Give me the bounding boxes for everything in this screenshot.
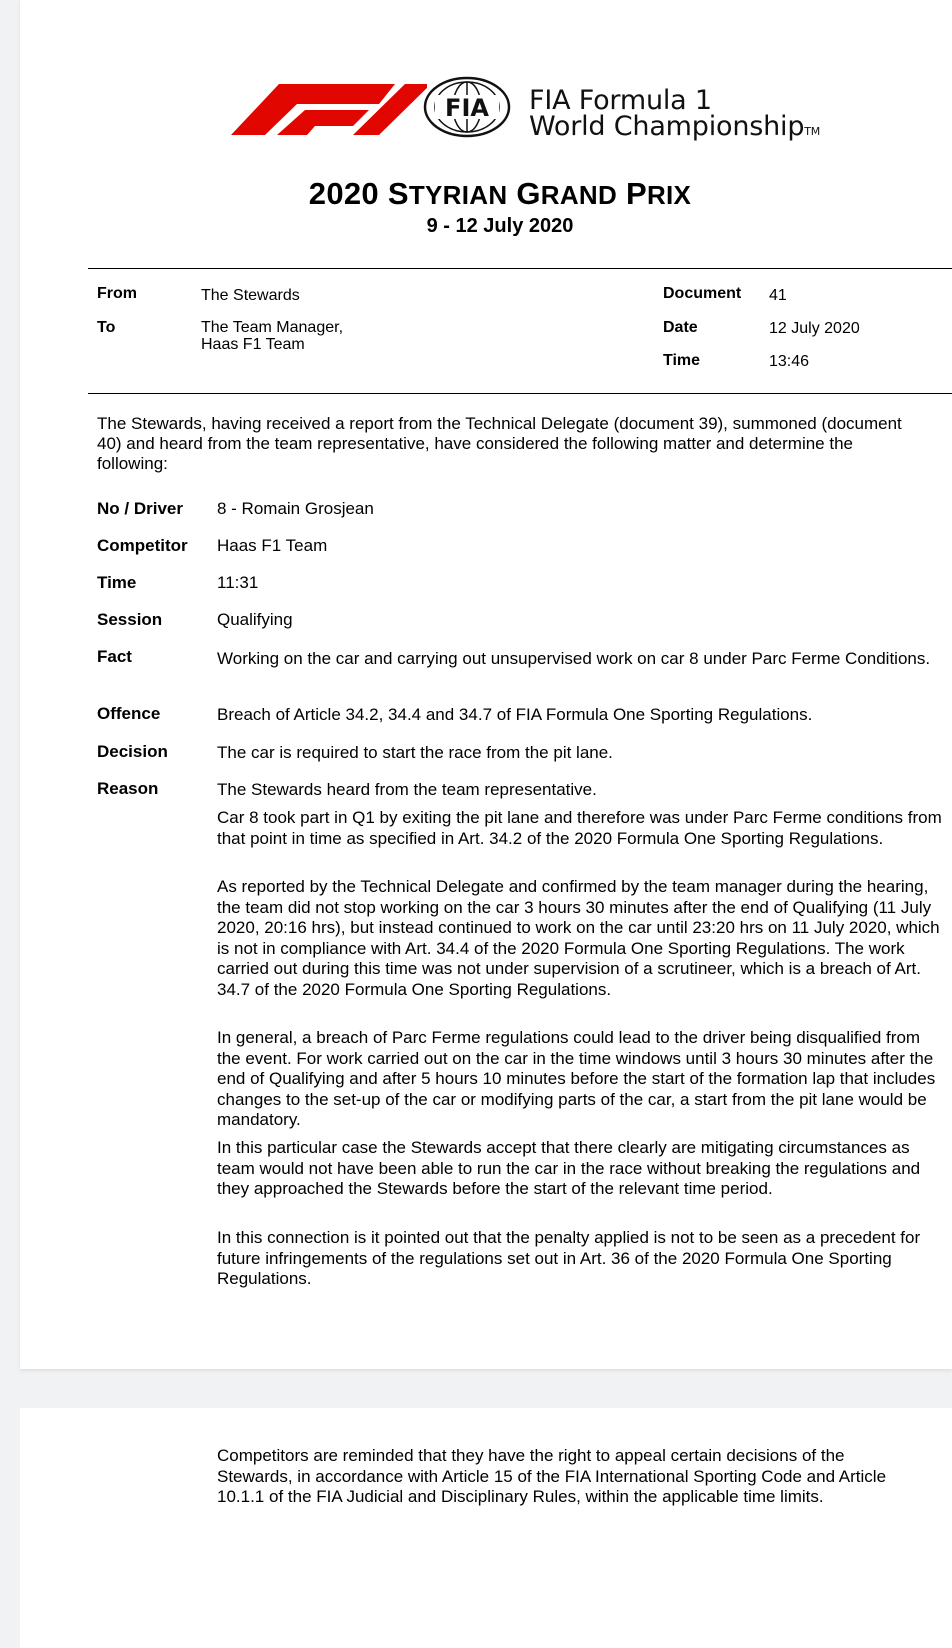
trademark-mark: TM <box>804 125 821 138</box>
from-label: From <box>97 285 137 302</box>
fia-badge-text: FIA <box>445 94 489 122</box>
to-value <box>201 319 343 353</box>
date-value: 12 July 2020 <box>769 320 860 337</box>
event-title <box>0 176 952 212</box>
time-label: Time <box>663 352 701 369</box>
competitor-label: Competitor <box>97 536 188 555</box>
brand-line-2 <box>529 111 821 145</box>
to-value-line-2: Haas F1 Team <box>201 336 305 353</box>
fia-globe-icon <box>423 76 513 138</box>
reason-paragraph: In this particular case the Stewards accept that there clearly are mitigating circumstances as team would not have been able to run the car in the race without breaking the regulations and they approached the Stewards before the start of the relevant time period. <box>217 1138 921 1198</box>
to-label: To <box>97 319 116 336</box>
f1-fia-logo <box>227 80 847 142</box>
offence-label: Offence <box>97 704 161 723</box>
brand-line-1: FIA Formula 1 <box>529 85 712 116</box>
f1-logo-icon <box>227 80 427 142</box>
document-page-1 <box>20 0 952 1369</box>
reason-paragraph: Car 8 took part in Q1 by exiting the pit lane and therefore was under Parc Ferme conditions from that point in time as specified in Art. 34.2 of the 2020 Formula One Sporting Regulations. <box>217 808 942 848</box>
offence-value: Breach of Article 34.2, 34.4 and 34.7 of FIA Formula One Sporting Regulations. <box>217 705 813 724</box>
to-value-line-1: The Team Manager, <box>201 319 344 336</box>
header-divider-bottom <box>88 393 952 394</box>
reason-label: Reason <box>97 779 159 798</box>
fact-value: Working on the car and carrying out unsupervised work on car 8 under Parc Ferme Conditions. <box>217 649 931 668</box>
date-label: Date <box>663 319 698 336</box>
reason-paragraph: In this connection is it pointed out that the penalty applied is not to be seen as a precedent for future infringements of the regulations set out in Art. 36 of the 2020 Formula One Sporting Regulations. <box>217 1228 921 1288</box>
session-value: Qualifying <box>217 610 293 629</box>
brand-line-2-text: World Championship <box>529 111 805 142</box>
title-part-5: P <box>617 176 647 211</box>
driver-value: 8 - Romain Grosjean <box>217 499 374 518</box>
fact-label: Fact <box>97 647 132 666</box>
decision-value: The car is required to start the race from the pit lane. <box>217 743 613 762</box>
title-part-4: RAND <box>540 180 618 210</box>
title-part-3: G <box>507 176 541 211</box>
intro-paragraph: The Stewards, having received a report from the Technical Delegate (document 39), summoned (document 40) and heard from the team representative, have considered the following matter and determine the following: <box>97 414 902 473</box>
driver-label: No / Driver <box>97 499 183 518</box>
reason-paragraph: As reported by the Technical Delegate and confirmed by the team manager during the hearing, the team did not stop working on the car 3 hours 30 minutes after the end of Qualifying (11 July 2020, 20:16 hrs), but instead continued to work on the car until 23:20 hrs on 11 July 2020, which is not in compliance with Art. 34.4 of the 2020 Formula One Sporting Regulations. The work carried out during this time was not under supervision of a scrutineer, which is a breach of Art. 34.7 of the 2020 Formula One Sporting Regulations. <box>217 877 940 999</box>
competitor-value: Haas F1 Team <box>217 536 328 555</box>
document-page-2 <box>20 1408 952 1648</box>
document-label: Document <box>663 285 742 302</box>
time-value: 13:46 <box>769 353 810 370</box>
header-divider-top <box>88 268 952 269</box>
reason-paragraph: In general, a breach of Parc Ferme regulations could lead to the driver being disqualified from the event. For work carried out on the car in the time windows until 3 hours 30 minutes after the end of Qualifying and after 5 hours 10 minutes before the start of the formation lap that includes changes to the set-up of the car or modifying parts of the car, a start from the pit lane would be mandatory. <box>217 1028 936 1129</box>
incident-time-value: 11:31 <box>217 573 259 592</box>
title-part-1: 2020 S <box>308 176 409 211</box>
session-label: Session <box>97 610 163 629</box>
reason-paragraph: The Stewards heard from the team representative. <box>217 780 597 799</box>
from-value: The Stewards <box>201 287 300 304</box>
brand-text <box>529 85 821 145</box>
incident-time-label: Time <box>97 573 137 592</box>
decision-label: Decision <box>97 742 168 761</box>
document-value: 41 <box>769 287 787 304</box>
title-part-2: TYRIAN <box>408 180 508 210</box>
event-dates: 9 - 12 July 2020 <box>426 215 574 237</box>
appeal-notice: Competitors are reminded that they have the right to appeal certain decisions of the Stewards, in accordance with Article 15 of the FIA International Sporting Code and Article 10.1.1 of the FIA Judicial and Disciplinary Rules, within the applicable time limits. <box>217 1446 887 1506</box>
title-part-6: RIX <box>646 180 692 210</box>
